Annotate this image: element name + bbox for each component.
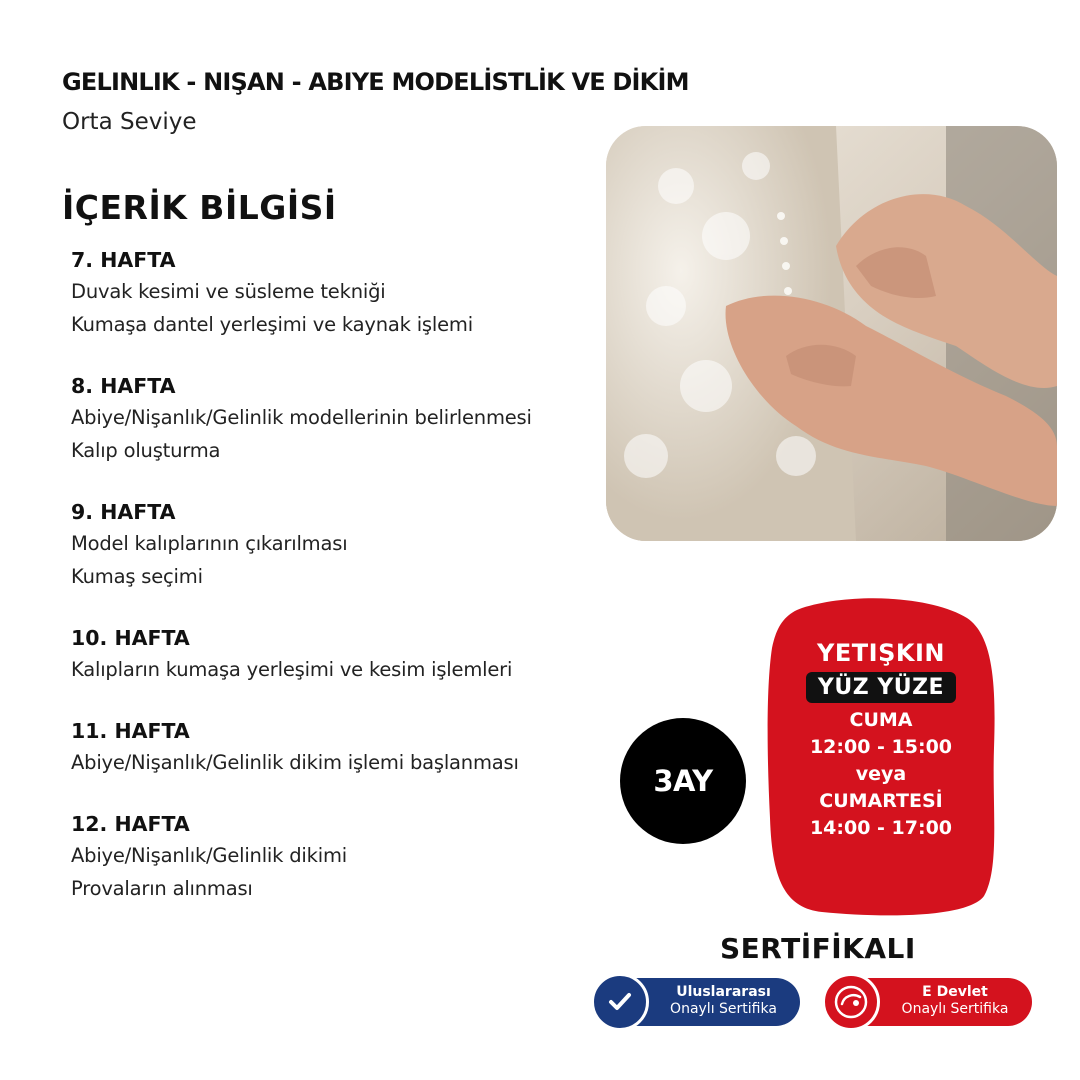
or-label: veya [855, 763, 907, 785]
day-2: CUMARTESİ [819, 790, 943, 812]
week-block [71, 371, 611, 467]
badge-line-2: Onaylı Sertifika [670, 1001, 777, 1017]
badge-line-1: E Devlet [922, 984, 988, 1000]
week-topic: Kumaşa dantel yerleşimi ve kaynak işlemi [71, 313, 473, 336]
week-block [71, 497, 611, 593]
day-1: CUMA [849, 709, 913, 731]
week-topic: Kalıp oluşturma [71, 439, 221, 462]
badge-line-1: Uluslararası [676, 984, 771, 1000]
week-label: 7. HAFTA [71, 248, 176, 272]
week-block [71, 809, 611, 905]
week-topic: Abiye/Nişanlık/Gelinlik dikimi [71, 844, 347, 867]
weekly-curriculum [71, 245, 611, 905]
course-title: GELINLIK - NIŞAN - ABIYE MODELİSTLİK VE DİKİM [62, 68, 689, 96]
e-devlet-certificate-badge [824, 978, 1032, 1026]
week-label: 11. HAFTA [71, 719, 190, 743]
time-1: 12:00 - 15:00 [809, 736, 953, 758]
time-2: 14:00 - 17:00 [809, 817, 953, 839]
check-icon [591, 973, 649, 1031]
week-block [71, 245, 611, 341]
week-topic: Kumaş seçimi [71, 565, 203, 588]
section-title: İÇERİK BİLGİSİ [62, 188, 337, 227]
e-devlet-logo-icon [822, 973, 880, 1031]
week-topic: Provaların alınması [71, 877, 253, 900]
certificate-title: SERTİFİKALI [720, 932, 916, 965]
week-label: 10. HAFTA [71, 626, 190, 650]
badge-line-2: Onaylı Sertifika [901, 1001, 1009, 1017]
week-topic: Abiye/Nişanlık/Gelinlik dikim işlemi başlanması [71, 751, 519, 774]
week-topic: Duvak kesimi ve süsleme tekniği [71, 280, 386, 303]
week-label: 8. HAFTA [71, 374, 176, 398]
duration-badge: 3AY [620, 718, 746, 844]
week-block [71, 623, 611, 686]
international-certificate-badge [593, 978, 800, 1026]
wedding-dress-photo [606, 126, 1057, 541]
week-block [71, 716, 611, 779]
week-topic: Model kalıplarının çıkarılması [71, 532, 348, 555]
week-label: 12. HAFTA [71, 812, 190, 836]
format-badge: YÜZ YÜZE [806, 672, 956, 703]
week-topic: Abiye/Nişanlık/Gelinlik modellerinin belirlenmesi [71, 406, 532, 429]
audience-label: YETIŞKIN [817, 639, 945, 667]
course-level: Orta Seviye [62, 109, 197, 135]
schedule-info [776, 636, 986, 842]
week-topic: Kalıpların kumaşa yerleşimi ve kesim işlemleri [71, 658, 513, 681]
week-label: 9. HAFTA [71, 500, 176, 524]
